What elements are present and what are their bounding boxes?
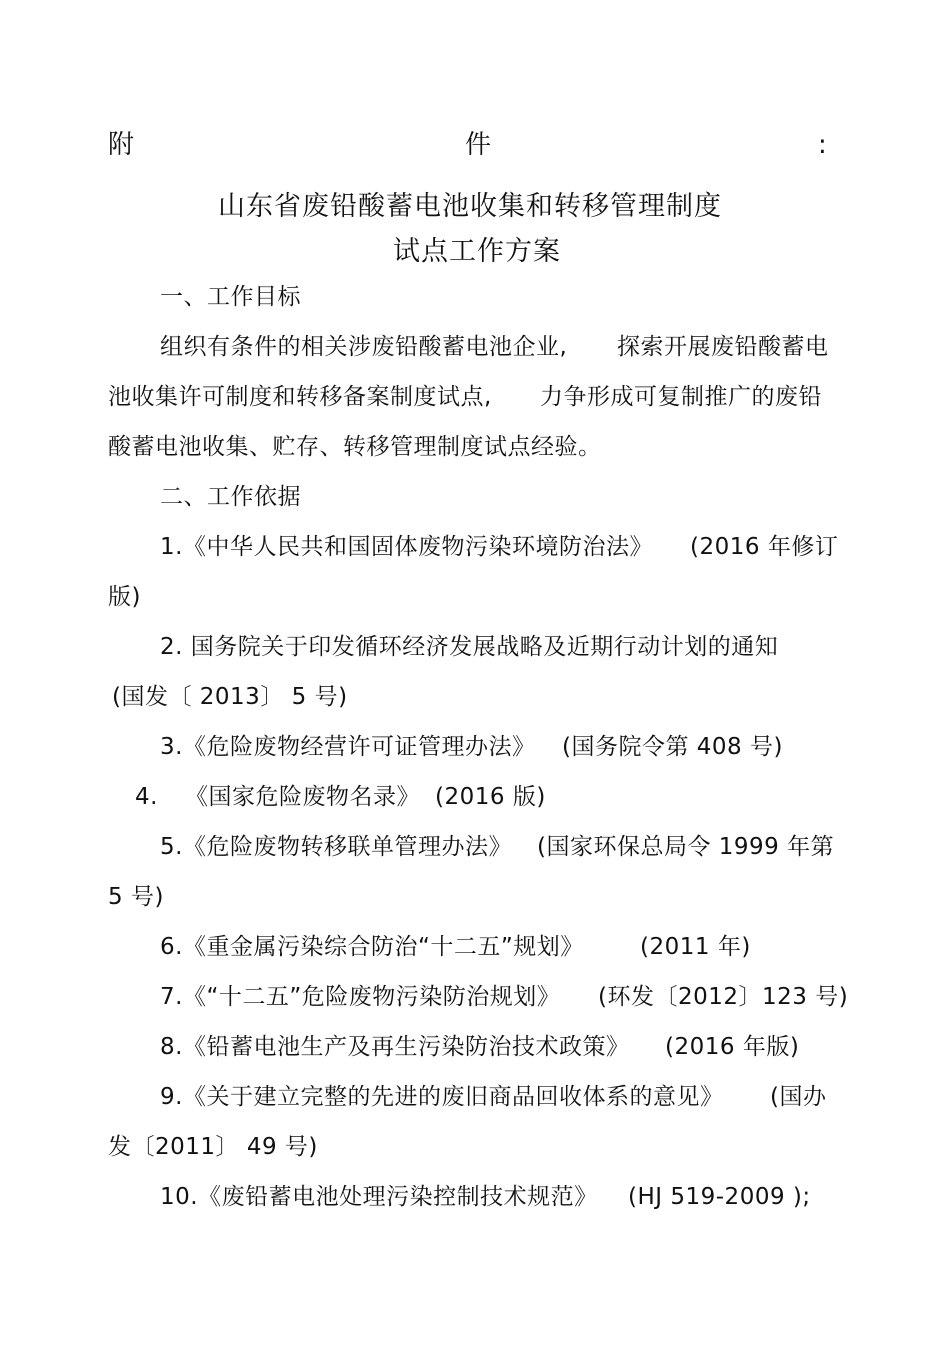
basis-item-1-note: (2016 年修订 <box>690 534 839 560</box>
basis-item-9-title: 9.《关于建立完整的先进的废旧商品回收体系的意见》 <box>160 1084 724 1110</box>
basis-item-7-note: (环发〔2012〕123 号) <box>598 984 849 1010</box>
basis-item-6-note: (2011 年) <box>640 934 751 960</box>
basis-item-3-title: 3.《危险废物经营许可证管理办法》 <box>160 734 536 760</box>
header-colon: : <box>818 130 828 160</box>
basis-item-5-note: (国家环保总局令 1999 年第 <box>537 834 835 860</box>
basis-item-4-number: 4. <box>135 784 158 810</box>
goal-paragraph-line2-part2: 力争形成可复制推广的废铅 <box>540 384 822 410</box>
section-heading-basis: 二、工作依据 <box>160 484 301 510</box>
section-heading-goal: 一、工作目标 <box>160 284 301 310</box>
document-title-line1: 山东省废铅酸蓄电池收集和转移管理制度 <box>218 191 722 222</box>
basis-item-2-note: (国发〔 2013〕 5 号) <box>112 684 348 710</box>
goal-paragraph-line1-part2: 探索开展废铅酸蓄电 <box>617 334 829 360</box>
basis-item-4-note: (2016 版) <box>435 784 546 810</box>
basis-item-5-title: 5.《危险废物转移联单管理办法》 <box>160 834 512 860</box>
document-title-line2: 试点工作方案 <box>393 236 561 267</box>
basis-item-8-note: (2016 年版) <box>665 1034 800 1060</box>
basis-item-9-note: (国办 <box>770 1084 827 1110</box>
basis-item-3-note: (国务院令第 408 号) <box>562 734 783 760</box>
basis-item-6-title: 6.《重金属污染综合防治“十二五”规划》 <box>160 934 584 960</box>
goal-paragraph-line2-part1: 池收集许可制度和转移备案制度试点, <box>108 384 492 410</box>
basis-item-7-title: 7.《“十二五”危险废物污染防治规划》 <box>160 984 561 1010</box>
basis-item-1-note-cont: 版) <box>108 584 141 610</box>
basis-item-10-title: 10.《废铅蓄电池处理污染控制技术规范》 <box>160 1184 598 1210</box>
goal-paragraph-line1-part1: 组织有条件的相关涉废铅酸蓄电池企业, <box>160 334 568 360</box>
goal-paragraph-line3: 酸蓄电池收集、贮存、转移管理制度试点经验。 <box>108 434 602 460</box>
basis-item-10-note: (HJ 519-2009 ); <box>628 1184 811 1210</box>
header-char-fu: 附 <box>108 130 135 160</box>
basis-item-2-title: 2. 国务院关于印发循环经济发展战略及近期行动计划的通知 <box>160 634 779 660</box>
basis-item-9-note-cont: 发〔2011〕 49 号) <box>108 1134 318 1160</box>
basis-item-5-note-cont: 5 号) <box>108 884 164 910</box>
basis-item-8-title: 8.《铅蓄电池生产及再生污染防治技术政策》 <box>160 1034 630 1060</box>
header-char-jian: 件 <box>465 130 492 160</box>
basis-item-1-title: 1.《中华人民共和国固体废物污染环境防治法》 <box>160 534 653 560</box>
basis-item-4-title: 《国家危险废物名录》 <box>185 784 420 810</box>
